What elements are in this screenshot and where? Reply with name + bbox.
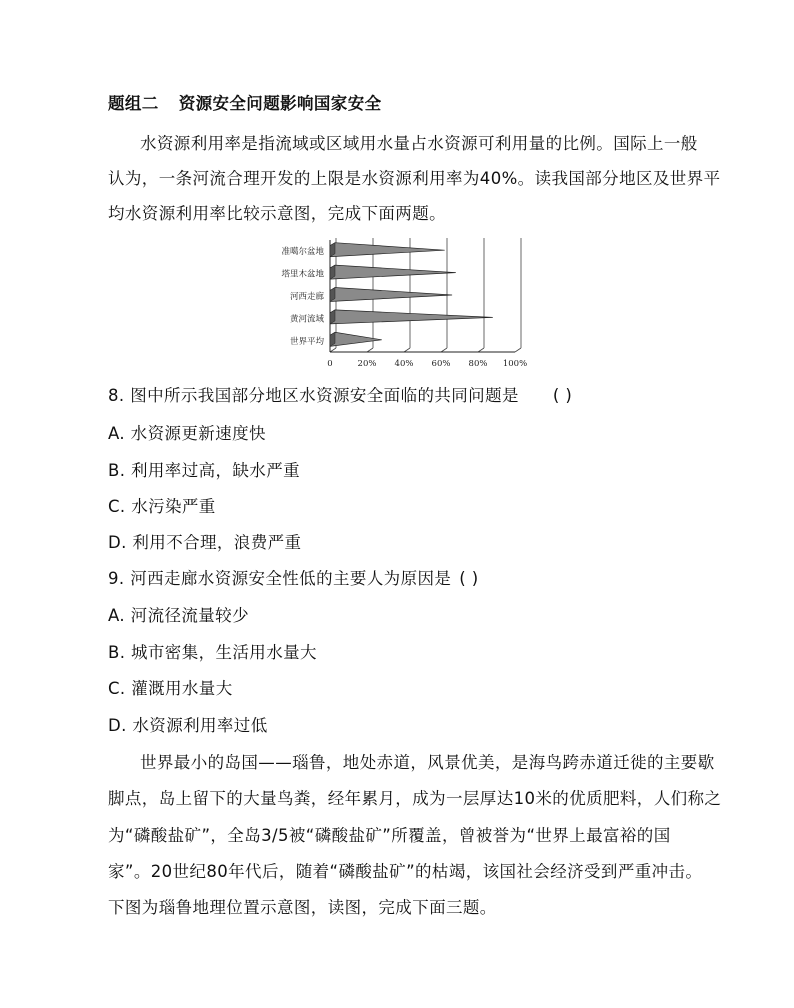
question-9-stem — [108, 569, 479, 589]
category-label: 河西走廊 — [289, 292, 324, 302]
passage-line-4: 家”。20世纪80年代后，随着“磷酸盐矿”的枯竭，该国社会经济受到严重冲击。 — [108, 862, 703, 881]
gridline-foot — [330, 348, 336, 352]
x-tick-label: 60% — [431, 359, 451, 369]
gridline-foot — [404, 348, 410, 352]
question-8-option-a: A. 水资源更新速度快 — [108, 424, 266, 443]
category-label: 塔里木盆地 — [281, 269, 324, 280]
question-9-text: 9. 河西走廊水资源安全性低的主要人为原因是 — [108, 569, 452, 588]
intro-line-2: 认为，一条河流合理开发的上限是水资源利用率为40%。读我国部分地区及世界平 — [108, 169, 721, 188]
question-9-option-b: B. 城市密集，生活用水量大 — [108, 643, 317, 662]
x-tick-label: 100% — [502, 359, 528, 369]
x-tick-label: 80% — [468, 359, 488, 369]
question-8-option-b: B. 利用率过高，缺水严重 — [108, 461, 301, 480]
section-heading — [108, 94, 382, 114]
bar-3 — [330, 310, 493, 324]
question-8-option-c: C. 水污染严重 — [108, 497, 216, 516]
bar-4 — [330, 332, 382, 346]
question-8-stem — [108, 386, 572, 406]
section-title: 资源安全问题影响国家安全 — [178, 94, 382, 113]
question-9-option-c: C. 灌溉用水量大 — [108, 679, 233, 698]
category-label: 准噶尔盆地 — [281, 247, 324, 258]
gridline-foot — [441, 348, 447, 352]
category-label: 世界平均 — [289, 336, 324, 347]
passage-line-1: 世界最小的岛国——瑙鲁，地处赤道，风景优美，是海鸟跨赤道迁徙的主要歇 — [140, 753, 715, 772]
question-9-option-a: A. 河流径流量较少 — [108, 606, 249, 625]
passage-line-3: 为“磷酸盐矿”，全岛3/5被“磷酸盐矿”所覆盖，曾被誉为“世界上最富裕的国 — [108, 826, 671, 845]
intro-line-3: 均水资源利用率比较示意图，完成下面两题。 — [108, 204, 446, 223]
category-label: 黄河流域 — [289, 314, 324, 325]
question-8-text: 8. 图中所示我国部分地区水资源安全面临的共同问题是 — [108, 386, 519, 405]
passage-line-2: 脚点，岛上留下的大量鸟粪，经年累月，成为一层厚达10米的优质肥料，人们称之 — [108, 789, 722, 808]
water-utilization-chart — [240, 236, 530, 371]
gridline-foot — [515, 348, 521, 352]
question-8-option-d: D. 利用不合理，浪费严重 — [108, 533, 302, 552]
x-tick-label: 0 — [327, 359, 333, 369]
bar-2 — [330, 288, 452, 302]
x-tick-label: 40% — [394, 359, 414, 369]
bar-0 — [330, 243, 445, 257]
x-tick-label: 20% — [357, 359, 377, 369]
gridline-foot — [478, 348, 484, 352]
question-9-option-d: D. 水资源利用率过低 — [108, 716, 268, 735]
bar-1 — [330, 265, 456, 279]
passage-line-5: 下图为瑙鲁地理位置示意图，读图，完成下面三题。 — [108, 898, 497, 917]
gridline-foot — [367, 348, 373, 352]
question-9-blank: ( ) — [459, 569, 479, 588]
section-label: 题组二 — [108, 94, 159, 113]
question-8-blank: ( ) — [552, 386, 573, 405]
intro-line-1: 水资源利用率是指流域或区域用水量占水资源可利用量的比例。国际上一般 — [140, 134, 698, 153]
